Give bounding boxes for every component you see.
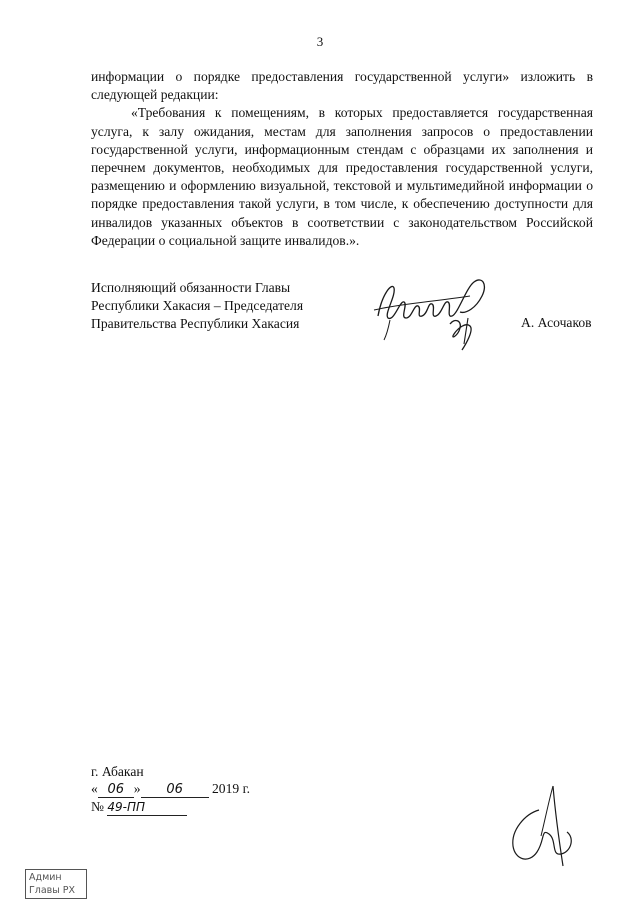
- paragraph-requirements: «Требования к помещениям, в которых предоставляется государственная услуга, к залу ожидания, местам для заполнения запросов о предоставлении государственной услуги, информационным стендам с образцами их заполнения и перечнем документов, необходимых для предоставления государственной услуги, размещению и оформлению визуальной, текстовой и мультимедийной информации о порядке предоставления такой услуги, в том числе, к обеспечению доступности для инвалидов указанных объектов в соответствии с законодательством Российской Федерации о социальной защите инвалидов.».: [91, 105, 593, 248]
- page-number: 3: [316, 34, 324, 49]
- number-field: [107, 799, 187, 816]
- date-day: 06: [107, 782, 125, 797]
- stamp-line-1: Админ: [29, 872, 62, 883]
- paragraph-continuation: информации о порядке предоставления государственной услуги» изложить в следующей редакции:: [91, 69, 593, 103]
- number-label: №: [91, 799, 104, 814]
- stamp-line-2: Главы РХ: [29, 885, 76, 896]
- date-year: 2019 г.: [212, 781, 251, 796]
- date-month-field: [141, 781, 209, 798]
- registration-stamp: [25, 869, 87, 899]
- signer-title-block: [91, 279, 303, 334]
- number-value: 49-ПП: [107, 800, 146, 814]
- date-day-field: [98, 781, 134, 798]
- document-place: г. Абакан: [91, 764, 144, 779]
- signer-title-line-3: Правительства Республики Хакасия: [91, 316, 300, 332]
- date-month: 06: [166, 782, 183, 797]
- document-date: [91, 781, 250, 798]
- signer-title-line-2: Республики Хакасия – Председателя: [91, 298, 304, 314]
- document-body: [91, 68, 593, 250]
- handwritten-paraph: [505, 780, 585, 872]
- document-number: [91, 799, 187, 816]
- signer-title-line-1: Исполняющий обязанности Главы: [91, 280, 291, 295]
- signer-name: А. Асочаков: [521, 315, 592, 330]
- date-open-quote: «: [91, 781, 98, 796]
- handwritten-signature: [370, 274, 500, 354]
- date-close-quote: »: [133, 781, 141, 796]
